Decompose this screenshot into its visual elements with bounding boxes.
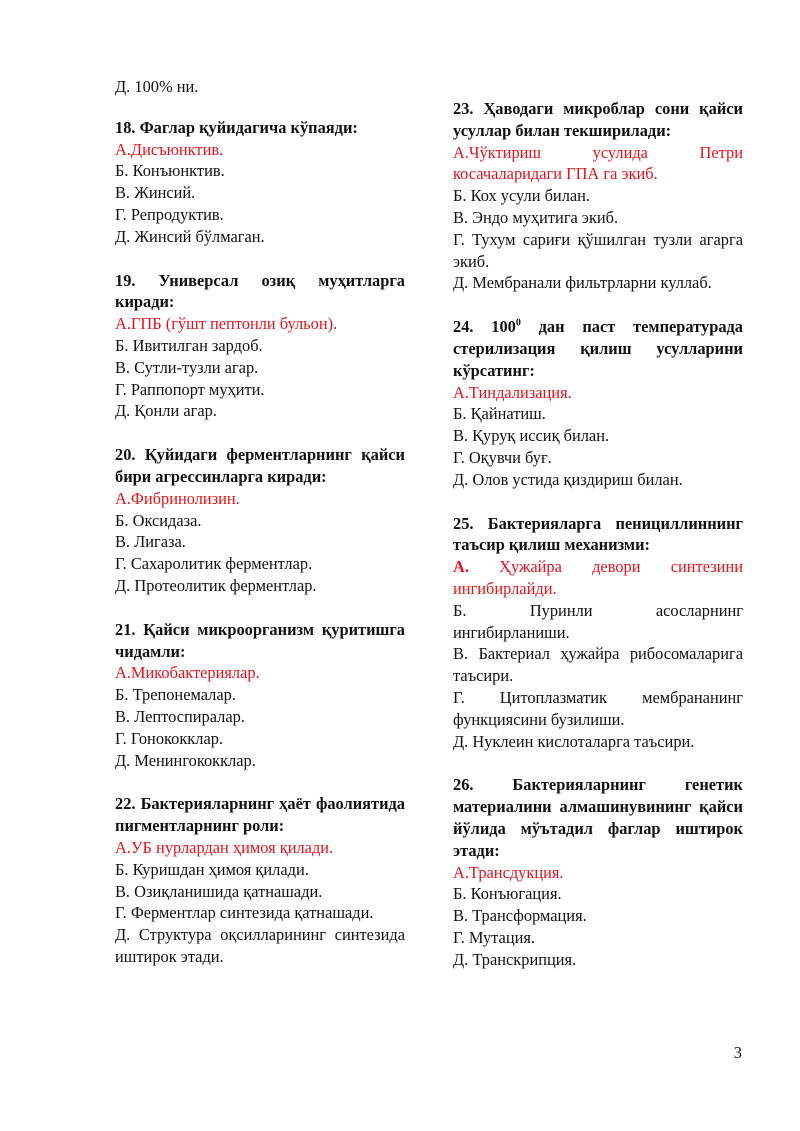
- answer-option: В. Сутли-тузли агар.: [115, 357, 259, 377]
- answer-option: Г. Тухум сариғи қўшилган тузли агарга экиб.: [453, 229, 743, 271]
- answer-option: Г. Мутация.: [453, 927, 535, 947]
- question-title-number: 24. 100: [453, 317, 516, 337]
- right-column: [453, 98, 743, 992]
- answer-option: Д. Структура оқсилларининг синтезида иштирок этади.: [115, 925, 405, 966]
- question-26: [453, 774, 743, 970]
- answer-option: Б. Пуринли асосларнинг ингибирланиши.: [453, 600, 743, 642]
- answer-option: Д. Олов устида қиздириш билан.: [453, 469, 683, 489]
- answer-option: Г. Цитоплазматик мембрананинг функциясини бузилиши.: [453, 687, 743, 729]
- answer-option: Д. Менингококклар.: [115, 750, 256, 770]
- answer-option: Д. Протеолитик ферментлар.: [115, 575, 317, 595]
- answer-option: Б. Конъюнктив.: [115, 161, 225, 181]
- answer-option: Б. Қайнатиш.: [453, 404, 546, 424]
- answer-option: В. Қуруқ иссиқ билан.: [453, 426, 610, 446]
- question-title: 25. Бактерияларга пенициллиннинг таъсир қилиш механизми:: [453, 513, 743, 555]
- answer-option: Д. Транскрипция.: [453, 949, 577, 969]
- question-title-text: дан паст температурада стерилизация қилиш усулларини кўрсатинг:: [453, 317, 743, 380]
- correct-answer: А.Дисъюнктив.: [115, 139, 224, 159]
- answer-option: Б. Оксидаза.: [115, 510, 202, 530]
- question-18: [115, 117, 405, 248]
- answer-option: Г. Репродуктив.: [115, 204, 224, 224]
- answer-option: Б. Ивитилган зардоб.: [115, 335, 263, 355]
- correct-answer: А.Фибринолизин.: [115, 488, 240, 508]
- correct-answer: А.Трансдукция.: [453, 862, 564, 882]
- answer-option: В. Лептоспиралар.: [115, 706, 245, 726]
- question-title: 22. Бактерияларнинг ҳаёт фаолиятида пигментларнинг роли:: [115, 794, 405, 836]
- question-title: [453, 316, 743, 381]
- question-19: [115, 270, 405, 423]
- answer-option: Г. Гонококклар.: [115, 728, 224, 748]
- question-20: [115, 444, 405, 597]
- question-23: [453, 98, 743, 294]
- answer-option: Д. Қонли агар.: [115, 401, 217, 421]
- question-title: 18. Фаглар қуйидагича кўпаяди:: [115, 117, 358, 137]
- correct-answer: А.Тиндализация.: [453, 382, 572, 402]
- question-17-tail: [115, 76, 405, 98]
- answer-option: Г. Ферментлар синтезида қатнашади.: [115, 903, 374, 923]
- correct-answer: А.Микобактериялар.: [115, 663, 260, 683]
- answer-option: Д. Мембранали фильтрларни куллаб.: [453, 273, 712, 293]
- answer-option: В. Бактериал ҳужайра рибосомаларига таъсири.: [453, 644, 743, 686]
- question-title: 19. Универсал озиқ муҳитларга киради:: [115, 270, 405, 312]
- page-number: 3: [733, 1043, 742, 1062]
- answer-option: В. Трансформация.: [453, 906, 587, 926]
- answer-option: Б. Трепонемалар.: [115, 685, 236, 705]
- answer-option: В. Жинсий.: [115, 183, 196, 203]
- degree-superscript: 0: [515, 317, 521, 329]
- answer-option: Б. Куришдан ҳимоя қилади.: [115, 859, 309, 879]
- question-title: 20. Қуйидаги ферментларнинг қайси бири агрессинларга киради:: [115, 445, 405, 486]
- question-title: 23. Ҳаводаги микроблар сони қайси усуллар билан текширилади:: [453, 99, 743, 140]
- correct-answer: А.Чўктириш усулида Петри косачаларидаги ГПА га экиб.: [453, 142, 743, 184]
- correct-answer-text: Ҳужайра девори синтезини ингибирлайди.: [453, 557, 743, 598]
- answer-option: В. Эндо муҳитига экиб.: [453, 207, 619, 227]
- question-24: [453, 316, 743, 490]
- answer-option: Г. Оқувчи буғ.: [453, 447, 552, 467]
- answer-option: Б. Кох усули билан.: [453, 186, 591, 206]
- correct-answer-letter: А.: [453, 557, 469, 577]
- left-column: [115, 76, 405, 990]
- question-25: [453, 513, 743, 753]
- question-22: [115, 793, 405, 967]
- correct-answer: А.УБ нурлардан ҳимоя қилади.: [115, 837, 334, 857]
- answer-option: Д. 100% ни.: [115, 77, 199, 96]
- answer-option: Б. Конъюгация.: [453, 884, 562, 904]
- question-title: 26. Бактерияларнинг генетик материалини алмашинувининг қайси йўлида мўътадил фаглар иштирок этади:: [453, 775, 743, 860]
- answer-option: Д. Жинсий бўлмаган.: [115, 226, 265, 246]
- answer-option: В. Лигаза.: [115, 532, 186, 552]
- answer-option: В. Озиқланишида қатнашади.: [115, 881, 323, 901]
- correct-answer: А.ГПБ (гўшт пептонли бульон).: [115, 314, 338, 334]
- correct-answer: [453, 556, 743, 600]
- answer-option: Д. Нуклеин кислоталарга таъсири.: [453, 731, 695, 751]
- question-21: [115, 619, 405, 772]
- question-title: 21. Қайси микроорганизм қуритишга чидамли:: [115, 619, 405, 661]
- answer-option: Г. Раппопорт муҳити.: [115, 379, 265, 399]
- answer-option: Г. Сахаролитик ферментлар.: [115, 554, 313, 574]
